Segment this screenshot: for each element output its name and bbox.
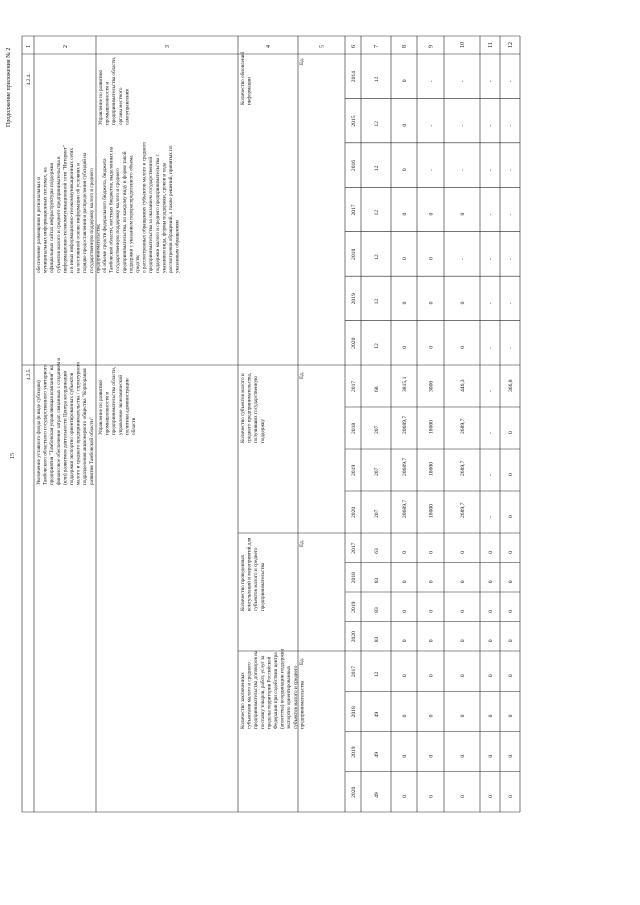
cell-value: 0 xyxy=(402,257,408,260)
cell-value: - xyxy=(428,80,435,83)
description-line: и в иных информационно-телекоммуникационных сетях xyxy=(69,148,75,273)
header-number-1: 1 xyxy=(26,45,32,48)
indicator-name-line: субъектов малого и среднего xyxy=(292,665,299,729)
cell-value: 0 xyxy=(508,609,514,613)
cell-value: 0 xyxy=(428,345,435,349)
cell-value: 0 xyxy=(460,301,466,305)
cell-value: 0 xyxy=(402,301,408,305)
cell-value: 207 xyxy=(374,425,380,434)
cell-value: 0 xyxy=(402,79,408,83)
indicator-name-line: поставку товаров, работ, услуг за xyxy=(259,655,266,729)
description-line: финансовое обеспечение затрат, связанных с созданием и xyxy=(55,357,62,485)
description-line: Увеличение уставного фонда (в виде субсидии) xyxy=(36,380,42,485)
cell-value: 2020 xyxy=(351,631,357,643)
row-code-4-2-5: 4.2.5. xyxy=(26,368,32,380)
header-number-12: 12 xyxy=(508,42,514,48)
cell-value: 0 xyxy=(402,212,408,216)
cell-value: 2017 xyxy=(351,380,357,392)
cell-value: 0 xyxy=(460,795,466,798)
description-line: субъектов малого и среднего предпринимательства в xyxy=(55,156,62,273)
cell-value: 12 xyxy=(374,298,380,305)
cell-value: 0 xyxy=(402,674,408,678)
cell-value: 0 xyxy=(402,345,408,349)
cell-value: 0 xyxy=(460,639,466,643)
indicator-name-line: Количество заключенных xyxy=(240,672,246,729)
cell-value: 0 xyxy=(428,714,435,718)
cell-value: 0 xyxy=(402,714,408,718)
description-line: предпринимательства за оказанием государственной xyxy=(148,156,155,273)
cell-value: 0 xyxy=(402,580,408,584)
cell-value: 18000 xyxy=(428,420,435,434)
description-line: об объеме средств федерального бюджета, бюджета xyxy=(102,158,108,273)
executor-line: промышленности и xyxy=(104,81,111,125)
cell-value: 0 xyxy=(508,473,514,476)
cell-value: 2018 xyxy=(351,422,357,434)
description-line: Тамбовского областного государственного унитарного xyxy=(42,364,49,485)
cell-value: - xyxy=(488,80,494,83)
cell-value: 3000 xyxy=(428,380,435,392)
cell-value: 0 xyxy=(488,580,494,584)
cell-value: 12 xyxy=(374,209,380,216)
cell-value: 0 xyxy=(488,639,494,643)
cell-value: 12 xyxy=(374,254,380,260)
indicator-name-line: экспортно ориентированных xyxy=(286,665,293,729)
cell-value: 83 xyxy=(374,636,380,643)
cell-value: 3815,1 xyxy=(402,376,408,392)
cell-value: 0 xyxy=(428,674,435,678)
indicator-name-line: предпринимательства xyxy=(259,562,266,611)
cell-value: 12 xyxy=(374,76,380,83)
cell-value: 0 xyxy=(488,674,494,678)
cell-value: 2018 xyxy=(351,706,357,718)
header-number-9: 9 xyxy=(428,45,435,48)
cell-value: - xyxy=(488,124,494,127)
cell-value: - xyxy=(488,346,494,349)
cell-value: 12 xyxy=(374,121,380,127)
cell-value: - xyxy=(488,258,494,260)
cell-value: 2019 xyxy=(351,464,357,476)
cell-value: - xyxy=(428,124,435,127)
indicator-name-line: предпринимательства договоров на xyxy=(253,650,260,729)
indicator-name-line: среднего предпринимательства, xyxy=(246,372,253,443)
cell-value: 18000 xyxy=(428,504,435,518)
cell-value: 0 xyxy=(428,754,435,758)
cell-value: 83 xyxy=(374,607,380,613)
cell-value: 2689,7 xyxy=(460,418,466,434)
cell-value: - xyxy=(508,346,514,349)
cell-value: 0 xyxy=(460,674,466,678)
cell-value: 2020 xyxy=(351,337,357,349)
executor-line: Управление по развитию xyxy=(98,69,104,125)
indicator-name-line: субъектов малого и среднего xyxy=(253,547,260,611)
cell-value: 0 xyxy=(402,754,408,758)
cell-value: 2689,7 xyxy=(460,460,466,476)
indicator-name-line: субъектами малого и среднего xyxy=(246,662,253,729)
description-line: государственную поддержку малого и среднего xyxy=(115,168,122,273)
description-line: официальных сайтах инфраструктуры поддержки xyxy=(49,162,56,273)
cell-value: 12 xyxy=(374,165,380,172)
description-line: на постоянной основе информации об условиях и xyxy=(75,163,82,273)
cell-value: 2017 xyxy=(351,665,357,678)
description-line: (или) развитием деятельности Центра координации xyxy=(62,370,69,485)
cell-value: 0 xyxy=(402,550,408,554)
cell-value: 0 xyxy=(460,714,466,718)
cell-value: - xyxy=(508,258,514,260)
cell-value: 0 xyxy=(488,609,494,613)
cell-value: 0 xyxy=(460,345,466,349)
description-line: предпринимательства, по каждому виду и форме такой xyxy=(121,151,128,273)
description-line: развития Тамбовской области" xyxy=(88,417,95,485)
unit-label: Ед. xyxy=(299,657,305,665)
unit-label: Ед. xyxy=(299,57,305,65)
description-line: поддержки малого и среднего предпринимательства с xyxy=(154,154,161,273)
cell-value: 20689,7 xyxy=(402,457,408,476)
header-number-10: 10 xyxy=(460,42,466,48)
cell-value: 0 xyxy=(488,714,494,718)
description-line: указанным обращениям xyxy=(174,220,181,273)
cell-value: - xyxy=(488,169,494,172)
cell-value: 2017 xyxy=(351,542,357,554)
cell-value: - xyxy=(460,124,466,127)
cell-value: 0 xyxy=(428,795,435,798)
cell-value: 49 xyxy=(374,711,380,718)
cell-value: - xyxy=(428,169,435,172)
description-line: указанием вида, формы поддержки, сроков и хода xyxy=(161,162,168,273)
cell-value: - xyxy=(508,169,514,172)
cell-value: - xyxy=(488,213,494,216)
cell-value: - xyxy=(460,80,466,83)
indicator-name-line: информации xyxy=(246,77,253,105)
page-number: 15 xyxy=(10,453,16,459)
cell-value: 0 xyxy=(460,754,466,758)
cell-value: 0 xyxy=(488,795,494,798)
header-number-11: 11 xyxy=(488,42,494,48)
cell-value: 0 xyxy=(428,550,435,554)
cell-value: 0 xyxy=(508,515,514,518)
cell-value: - xyxy=(508,80,514,83)
indicator-name-line: Количество проведенных xyxy=(240,554,246,611)
cell-value: 0 xyxy=(508,550,514,554)
cell-value: 0 xyxy=(402,795,408,798)
cell-value: 12 xyxy=(374,343,380,349)
cell-value: 83 xyxy=(374,577,380,584)
executor-line: промышленности и xyxy=(104,391,111,435)
executor-line: органы местного xyxy=(117,87,124,125)
cell-value: - xyxy=(460,169,466,172)
continuation-title: Продолжение приложения № 2 xyxy=(6,47,12,127)
executor-line: предпринимательства области, xyxy=(111,56,118,125)
cell-value: 0 xyxy=(488,550,494,554)
cell-value: 0 xyxy=(428,580,435,584)
cell-value: 0 xyxy=(428,301,435,305)
cell-value: 2019 xyxy=(351,746,357,758)
cell-value: - xyxy=(488,390,494,392)
description-line: порядке предоставления и распределения субсидий на xyxy=(82,152,89,273)
cell-value: 2018 xyxy=(351,248,357,260)
indicator-name-line: Количество обновлений xyxy=(240,51,246,105)
header-number-5: 5 xyxy=(319,45,326,48)
cell-value: 2017 xyxy=(351,204,357,216)
header-number-2: 2 xyxy=(63,45,69,48)
cell-value: 2014 xyxy=(351,71,357,83)
indicator-name-line: консультаций и мероприятий для xyxy=(246,537,253,611)
cell-value: 49 xyxy=(374,792,380,798)
cell-value: 2689,7 xyxy=(460,502,466,518)
cell-value: 2015 xyxy=(351,115,357,127)
cell-value: 0 xyxy=(508,714,514,718)
cell-value: 0 xyxy=(428,257,435,260)
cell-value: 0 xyxy=(488,754,494,758)
header-number-7: 7 xyxy=(374,45,380,48)
description-line: средств; xyxy=(135,254,141,273)
cell-value: 207 xyxy=(374,467,380,476)
description-line: подразделения акционерного общества "Корпорация xyxy=(82,368,89,485)
cell-value: 0 xyxy=(508,674,514,678)
indicator-name-line: предпринимательства xyxy=(299,680,306,729)
cell-value: - xyxy=(508,124,514,127)
description-line: обеспечение размещения в региональных и xyxy=(36,176,42,273)
cell-value: 0 xyxy=(428,639,435,643)
executor-line: самоуправления xyxy=(124,89,131,125)
description-line: муниципальных информационных системах, на xyxy=(42,167,49,273)
description-line: малого и среднего предпринимательства / структурного xyxy=(75,361,82,485)
unit-label: Ед. xyxy=(299,371,305,379)
header-number-4: 4 xyxy=(266,45,272,48)
cell-value: 0 xyxy=(402,123,408,127)
indicator-name-line: Количество субъектов малого и xyxy=(240,373,246,443)
cell-value: 446,3 xyxy=(460,379,466,392)
executor-line: политики администрации xyxy=(124,378,131,435)
cell-value: 68 xyxy=(374,386,380,392)
cell-value: - xyxy=(508,302,514,305)
executor-line: области xyxy=(131,417,137,435)
cell-value: - xyxy=(488,432,494,434)
executor-line: Управление по развитию xyxy=(98,379,104,435)
cell-value: 2018 xyxy=(351,572,357,584)
cell-value: 0 xyxy=(508,754,514,758)
executor-line: предпринимательства области, xyxy=(111,366,118,435)
cell-value: - xyxy=(460,258,466,260)
cell-value: 0 xyxy=(508,639,514,643)
indicator-name-line: (агентства) координации поддержки xyxy=(279,648,286,729)
cell-value: 49 xyxy=(374,752,380,758)
description-line: поддержки с указанием перераспределенного объема xyxy=(128,155,135,273)
cell-value: 2019 xyxy=(351,293,357,305)
cell-value: 20689,7 xyxy=(402,499,408,518)
description-line: поддержки экспортно ориентированных субъектов xyxy=(69,372,75,485)
cell-value: 0 xyxy=(460,550,466,554)
cell-value: 0 xyxy=(402,609,408,613)
cell-value: 12 xyxy=(374,671,380,678)
cell-value: 0 xyxy=(460,609,466,613)
landscape-sheet xyxy=(6,36,520,812)
indicator-name-line: получивших государственную xyxy=(253,375,260,443)
cell-value: 0 xyxy=(428,609,435,613)
header-number-3: 3 xyxy=(165,45,171,48)
cell-value: 0 xyxy=(460,580,466,584)
cell-value: 2019 xyxy=(351,601,357,613)
cell-value: 2016 xyxy=(351,159,357,172)
executor-line: управление экономической xyxy=(117,374,124,435)
header-number-8: 8 xyxy=(402,45,408,48)
indicator-name-line: Федерации при содействии центра xyxy=(273,652,279,729)
cell-value: 0 xyxy=(460,212,466,216)
cell-value: - xyxy=(488,516,494,518)
cell-value: 20689,7 xyxy=(402,415,408,434)
row-code-4-2-4: 4.2.4. xyxy=(26,73,32,85)
unit-label: Ед. xyxy=(299,539,305,547)
description-line: государственную поддержку малого и среднего xyxy=(88,168,95,273)
cell-value: 0 xyxy=(508,580,514,584)
cell-value: - xyxy=(488,302,494,305)
description-line: предпринимательства; xyxy=(95,223,102,273)
cell-value: 0 xyxy=(508,431,514,434)
description-line: о рассмотренных обращениях субъектов малого и среднего xyxy=(141,141,148,273)
cell-value: 63 xyxy=(374,548,380,554)
header-number-6: 6 xyxy=(351,45,357,48)
description-line: Тамбовской области, местных бюджетов, выделенных на xyxy=(108,146,115,273)
cell-value: 18000 xyxy=(428,462,435,476)
cell-value: 0 xyxy=(402,639,408,643)
description-line: рассмотрения обращений, а также решений, принятых по xyxy=(168,145,174,273)
cell-value: - xyxy=(508,213,514,216)
description-line: информационно-телекоммуникационной сети "Интернет" xyxy=(62,145,69,273)
cell-value: 2020 xyxy=(351,786,357,798)
cell-value: - xyxy=(488,474,494,476)
cell-value: 0 xyxy=(402,168,408,172)
cell-value: 366,8 xyxy=(508,379,514,392)
cell-value: 2020 xyxy=(351,506,357,518)
description-line: предприятия "Тамбовская управляющая компания" на xyxy=(49,365,56,485)
indicator-name-line: поддержку xyxy=(259,418,266,443)
cell-value: 0 xyxy=(428,212,435,216)
indicator-name-line: пределы территории Российской xyxy=(266,656,273,729)
cell-value: 0 xyxy=(508,795,514,798)
cell-value: 207 xyxy=(374,509,380,518)
